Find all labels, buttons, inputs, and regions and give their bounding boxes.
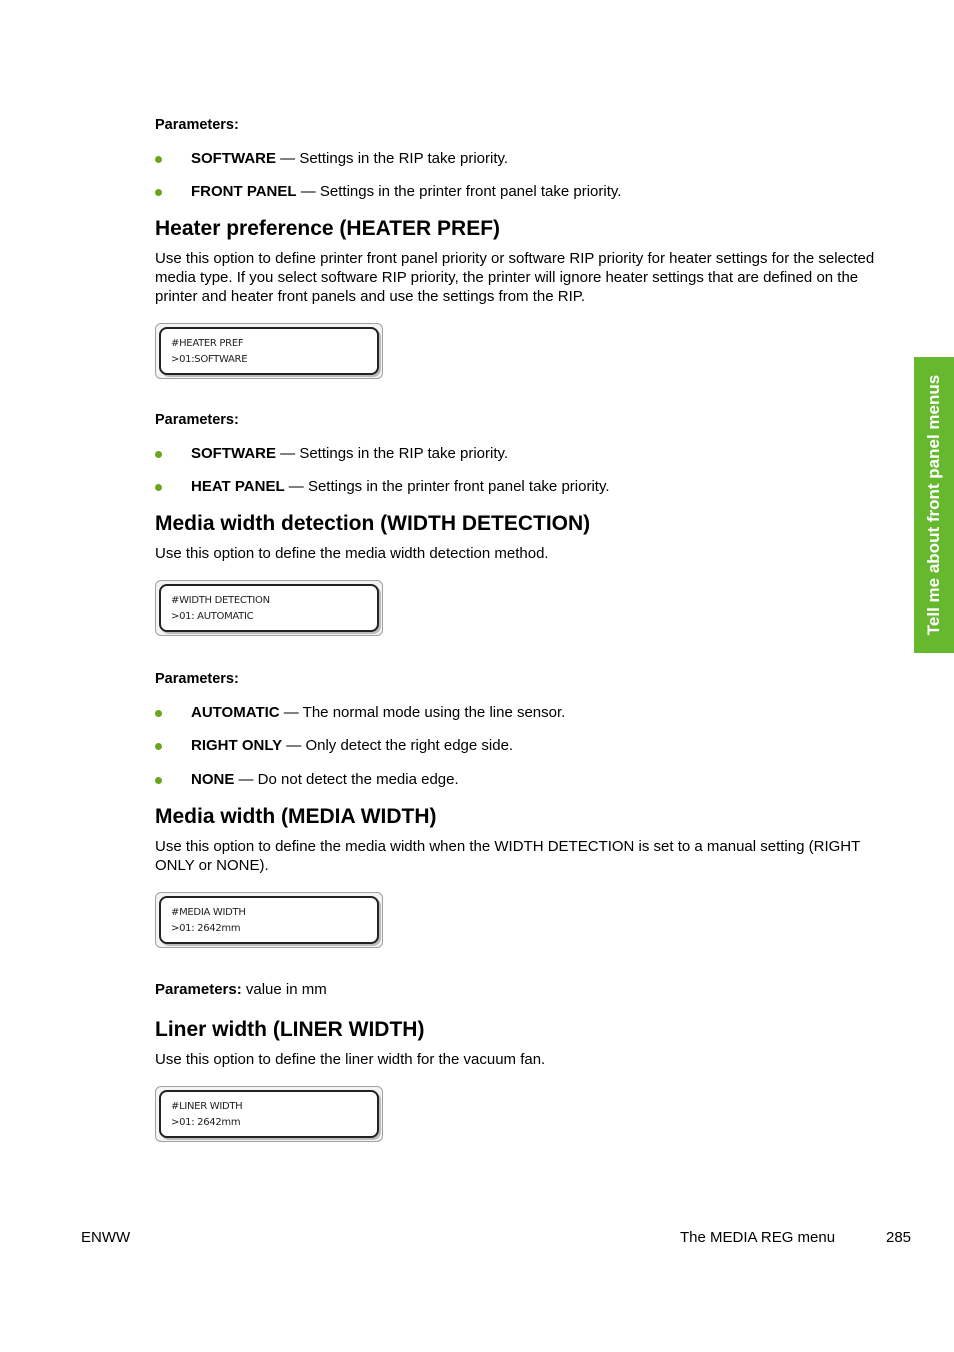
params-label: Parameters: [155,117,239,133]
lcd-line-2: >01: 2642mm [171,1117,241,1128]
list-item: FRONT PANEL — Settings in the printer front panel take priority. [155,183,895,201]
section-heading: Liner width (LINER WIDTH) [155,1018,425,1041]
list-item: SOFTWARE — Settings in the RIP take priority. [155,150,895,168]
list-item: HEAT PANEL — Settings in the printer front panel take priority. [155,478,895,496]
lcd-line-1: #LINER WIDTH [171,1101,243,1112]
section-heading: Media width (MEDIA WIDTH) [155,805,437,828]
lcd-line-2: >01: AUTOMATIC [171,611,254,622]
page-content [155,116,895,1142]
lcd-line-1: #MEDIA WIDTH [171,907,246,918]
bullet-icon [155,777,162,784]
body-text: Use this option to define printer front panel priority or software RIP priority for heater settings for the selected media type. If you select software RIP priority, the printer will ignore heater settings that are defined on the printer and heater front panels and use the settings from the RIP. [155,250,875,305]
list-item: RIGHT ONLY — Only detect the right edge side. [155,737,895,755]
params-label: Parameters: [155,412,239,428]
bullet-icon [155,451,162,458]
lcd-line-1: #WIDTH DETECTION [171,595,270,606]
body-text: Use this option to define the media width when the WIDTH DETECTION is set to a manual setting (RIGHT ONLY or NONE). [155,838,861,874]
lcd-display [155,1086,383,1142]
params-line: Parameters: value in mm [155,981,327,998]
list-item: NONE — Do not detect the media edge. [155,771,895,789]
list-item: SOFTWARE — Settings in the RIP take priority. [155,445,895,463]
footer-page-number: 285 [886,1229,912,1246]
lcd-display [155,580,383,636]
lcd-line-1: #HEATER PREF [171,338,244,349]
bullet-icon [155,710,162,717]
lcd-line-2: >01:SOFTWARE [171,354,248,365]
param-list [155,704,895,789]
lcd-line-2: >01: 2642mm [171,923,241,934]
chapter-side-tab[interactable] [914,357,954,653]
lcd-display [155,323,383,379]
bullet-icon [155,156,162,163]
list-item: AUTOMATIC — The normal mode using the line sensor. [155,704,895,722]
param-list [155,445,895,496]
body-text: Use this option to define the liner width for the vacuum fan. [155,1051,546,1068]
footer-left: ENWW [81,1229,131,1246]
lcd-display [155,892,383,948]
section-heading: Media width detection (WIDTH DETECTION) [155,512,591,535]
bullet-icon [155,743,162,750]
params-label: Parameters: [155,671,239,687]
footer-section: The MEDIA REG menu [680,1229,836,1246]
bullet-icon [155,484,162,491]
param-list [155,150,895,201]
body-text: Use this option to define the media width detection method. [155,545,549,562]
side-tab-label: Tell me about front panel menus [924,374,943,636]
bullet-icon [155,189,162,196]
section-heading: Heater preference (HEATER PREF) [155,217,501,240]
